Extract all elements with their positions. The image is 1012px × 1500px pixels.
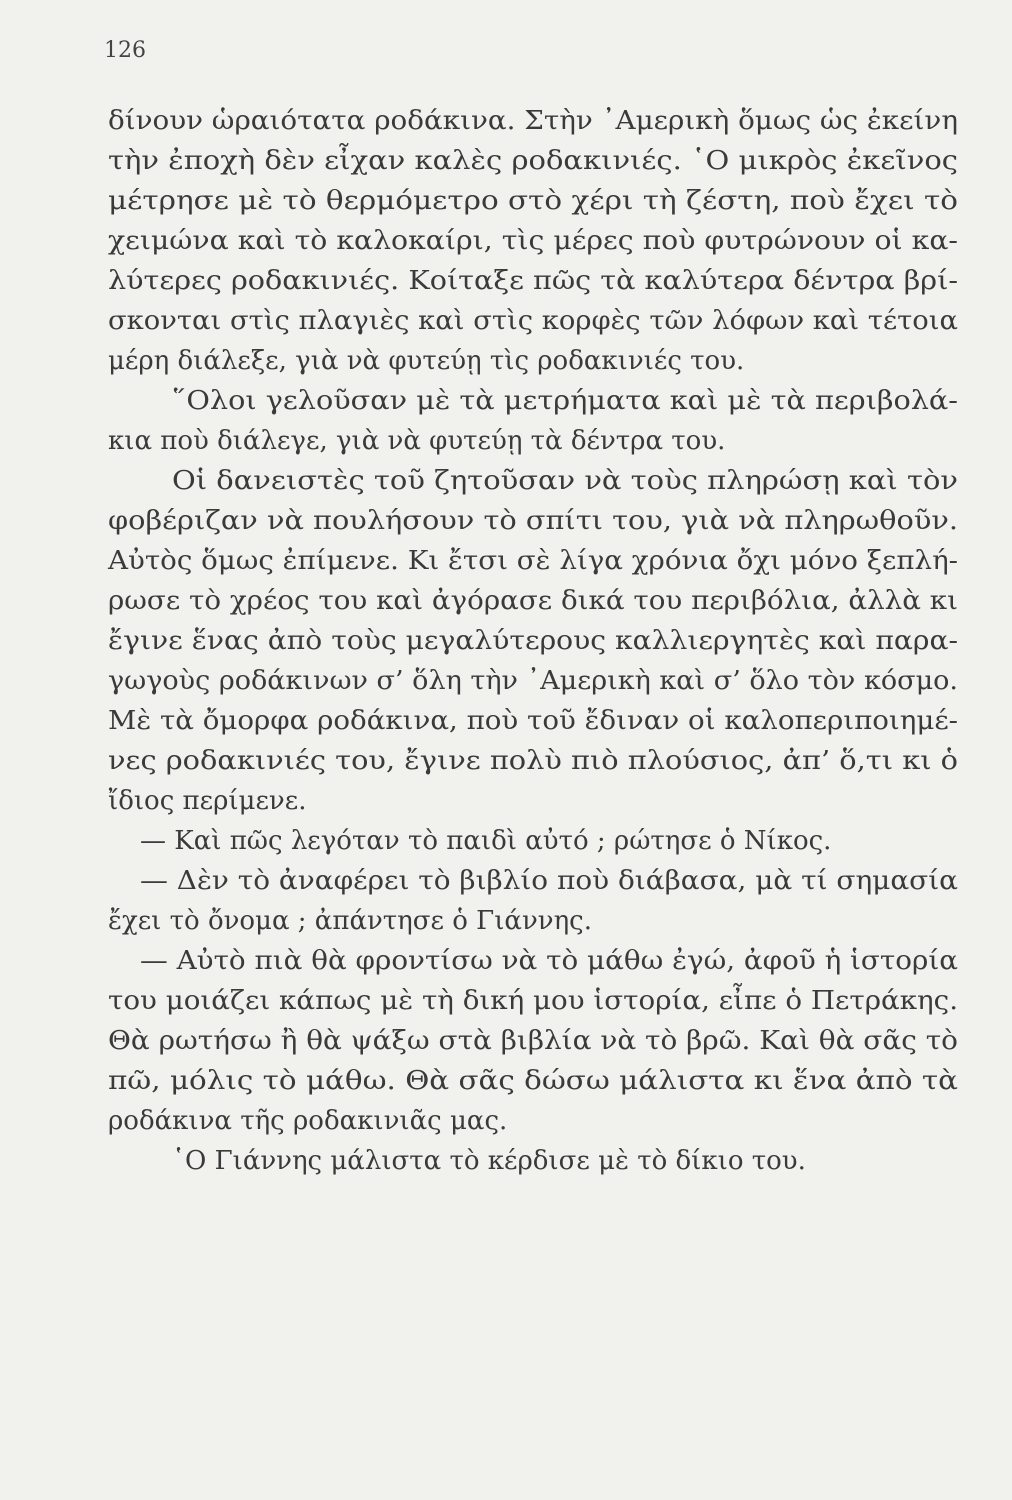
text-line [0,1140,1012,1182]
text-line [0,660,1012,702]
text-line-content: γωγοὺς ροδάκινων σ’ ὅλη τὴν ᾿Αμερικὴ καὶ σ’ ὅλο τὸν κόσμο. [108,666,959,696]
text-line-content: νες ροδακινιές του, ἔγινε πολὺ πιὸ πλούσιος, ἀπ’ ὅ,τι κι ὁ [108,746,959,776]
text-line-content: του μοιάζει κάπως μὲ τὴ δική μου ἱστορία, εἶπε ὁ Πετράκης. [108,986,959,1016]
text-line-content: λύτερες ροδακινιές. Κοίταξε πῶς τὰ καλύτερα δέντρα βρί- [108,266,958,296]
text-line-content: ῞Ολοι γελοῦσαν μὲ τὰ μετρήματα καὶ μὲ τὰ περιβολά- [172,386,958,416]
text-line-content: ρωσε τὸ χρέος του καὶ ἀγόρασε δικά του περιβόλια, ἀλλὰ κι [108,586,959,616]
text-line [0,260,1012,302]
text-line [0,220,1012,262]
text-line [0,500,1012,542]
text-line-content: ροδάκινα τῆς ροδακινιᾶς μας. [108,1106,508,1136]
text-line [0,700,1012,742]
text-line-content: Μὲ τὰ ὄμορφα ροδάκινα, ποὺ τοῦ ἔδιναν οἱ καλοπεριποιημέ- [108,706,959,736]
text-line-content: ἴδιος περίμενε. [108,786,307,816]
text-line-content: — Δὲν τὸ ἀναφέρει τὸ βιβλίο ποὺ διάβασα, μὰ τί σημασία [140,866,959,896]
text-line-content: σκονται στὶς πλαγιὲς καὶ στὶς κορφὲς τῶν λόφων καὶ τέτοια [108,306,958,336]
text-line [0,620,1012,662]
text-line-content: Οἱ δανειστὲς τοῦ ζητοῦσαν νὰ τοὺς πληρώσῃ καὶ τὸν [172,466,958,496]
text-line [0,540,1012,582]
text-line [0,980,1012,1022]
text-line-content: χειμώνα καὶ τὸ καλοκαίρι, τὶς μέρες ποὺ φυτρώνουν οἱ κα- [108,226,959,256]
text-line-content: Αὐτὸς ὅμως ἐπίμενε. Κι ἔτσι σὲ λίγα χρόνια ὄχι μόνο ξεπλή- [108,546,959,576]
text-line-content: μέρη διάλεξε, γιὰ νὰ φυτεύῃ τὶς ροδακινιές του. [108,346,745,376]
text-line [0,380,1012,422]
text-line-content: κια ποὺ διάλεγε, γιὰ νὰ φυτεύῃ τὰ δέντρα του. [108,426,726,456]
text-line-content: δίνουν ὡραιότατα ροδάκινα. Στὴν ᾿Αμερικὴ ὅμως ὡς ἐκείνη [108,106,958,136]
text-line [0,1060,1012,1102]
text-line-content: Θὰ ρωτήσω ἢ θὰ ψάξω στὰ βιβλία νὰ τὸ βρῶ. Καὶ θὰ σᾶς τὸ [108,1026,958,1056]
text-line [0,860,1012,902]
text-line [0,300,1012,342]
text-line [0,460,1012,502]
text-line-content: ἔχει τὸ ὄνομα ; ἀπάντησε ὁ Γιάννης. [108,906,592,936]
text-line [0,580,1012,622]
text-line-content: φοβέριζαν νὰ πουλήσουν τὸ σπίτι του, γιὰ νὰ πληρωθοῦν. [108,506,958,536]
text-line-content: τὴν ἐποχὴ δὲν εἶχαν καλὲς ροδακινιές. ῾Ο μικρὸς ἐκεῖνος [108,146,959,176]
page-number: 126 [104,38,146,63]
text-line [0,420,1012,462]
text-line [0,780,1012,822]
text-line [0,100,1012,142]
text-line [0,140,1012,182]
text-line-content: — Καὶ πῶς λεγόταν τὸ παιδὶ αὐτό ; ρώτησε ὁ Νίκος. [140,826,832,856]
text-line [0,180,1012,222]
text-line [0,1100,1012,1142]
text-line [0,940,1012,982]
text-line [0,820,1012,862]
text-line [0,340,1012,382]
text-line [0,1020,1012,1062]
text-line-content: ῾Ο Γιάννης μάλιστα τὸ κέρδισε μὲ τὸ δίκιο του. [172,1146,806,1176]
text-line-content: μέτρησε μὲ τὸ θερμόμετρο στὸ χέρι τὴ ζέστη, ποὺ ἔχει τὸ [108,186,959,216]
text-line-content: ἔγινε ἕνας ἀπὸ τοὺς μεγαλύτερους καλλιεργητὲς καὶ παρα- [108,626,959,656]
text-line-content: πῶ, μόλις τὸ μάθω. Θὰ σᾶς δώσω μάλιστα κι ἕνα ἀπὸ τὰ [108,1066,959,1096]
text-line [0,740,1012,782]
text-line-content: — Αὐτὸ πιὰ θὰ φροντίσω νὰ τὸ μάθω ἐγώ, ἀφοῦ ἡ ἱστορία [140,946,958,976]
text-line [0,900,1012,942]
